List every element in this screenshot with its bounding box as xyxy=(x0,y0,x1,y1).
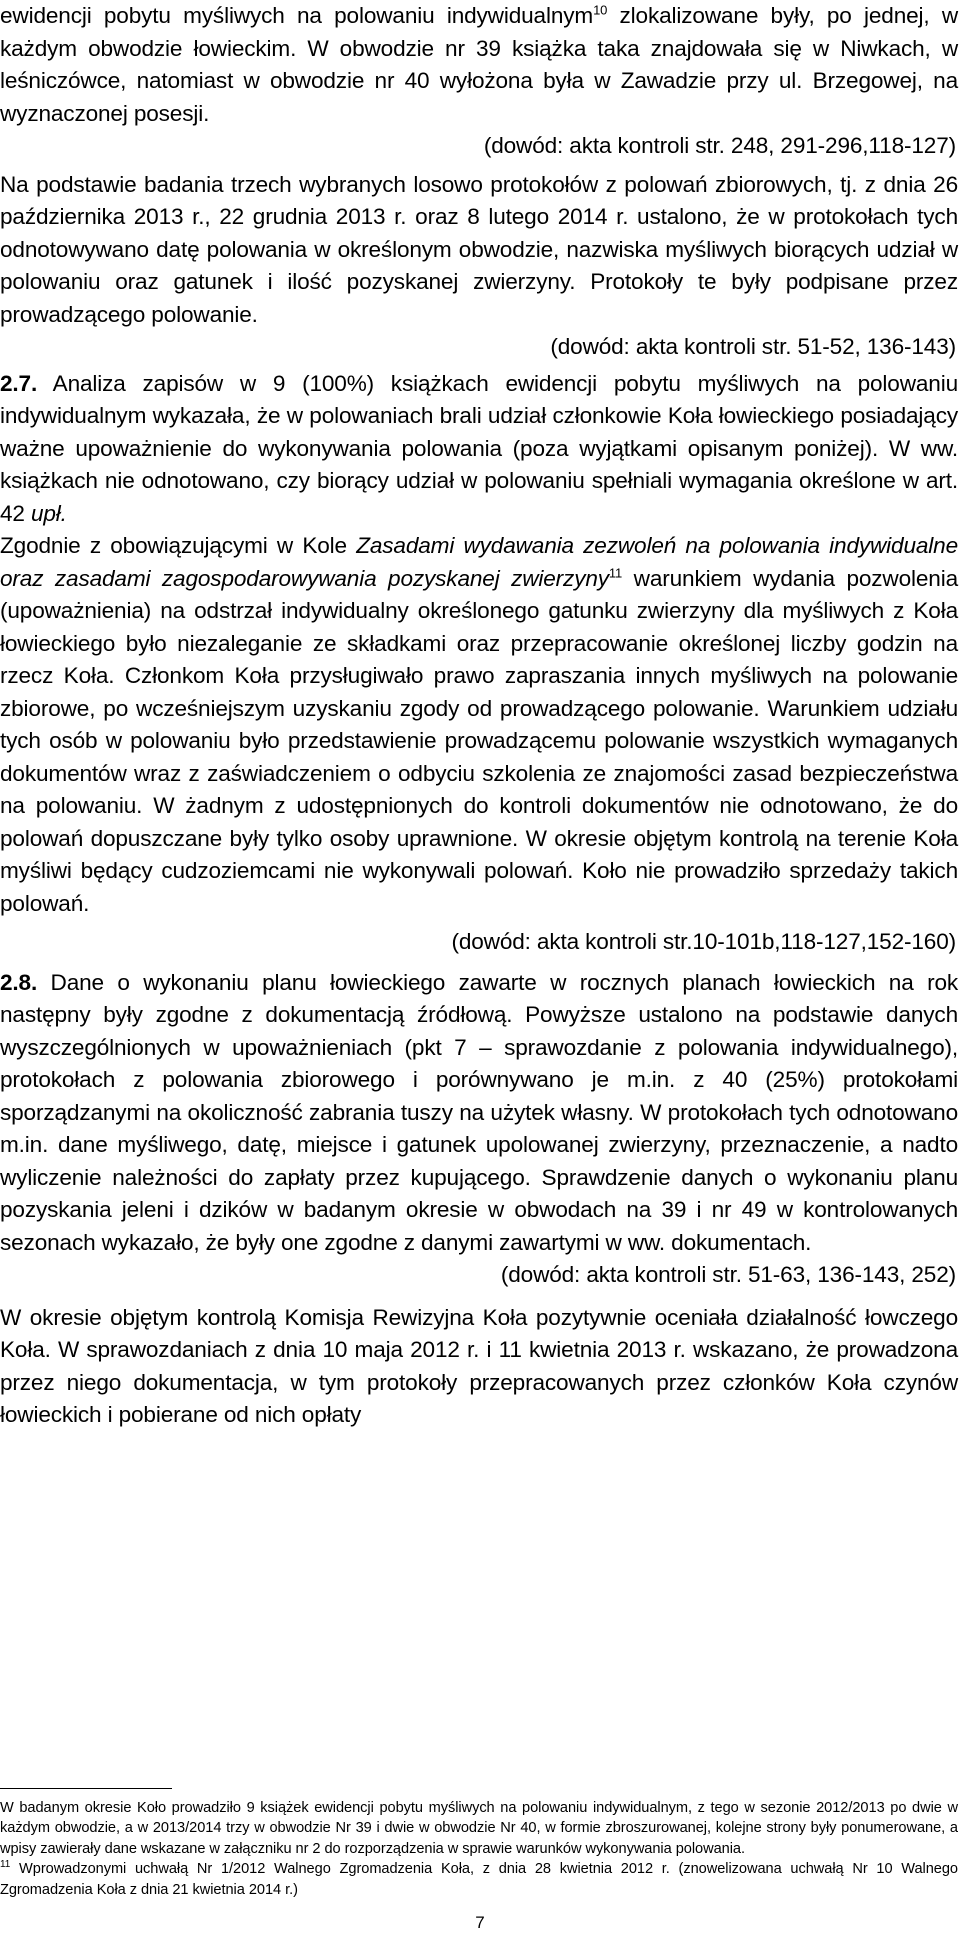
footnote-11 xyxy=(0,1859,958,1900)
footnote-ref-11[interactable]: 11 xyxy=(608,564,623,580)
evidence-reference: (dowód: akta kontroli str. 51-52, 136-143) xyxy=(550,334,956,359)
paragraph-text: ewidencji pobytu myśliwych na polowaniu indywidualnym xyxy=(0,3,594,28)
evidence-reference: (dowód: akta kontroli str.10-101b,118-127,152-160) xyxy=(451,929,956,954)
evidence-reference: (dowód: akta kontroli str. 51-63, 136-143, 252) xyxy=(500,1262,956,1287)
footnote-10: W badanym okresie Koło prowadziło 9 książek ewidencji pobytu myśliwych na polowaniu indywidualnym, z tego w sezonie 2012/2013 po dwie w każdym obwodzie, a w 2013/2014 trzy w obwodzie Nr 39 i dwie w obwodzie Nr 40, w formie zbroszurowanej, kolejne strony były ponumerowane, a wpisy zawierały dane wskazane w załączniku nr 2 do rozporządzenia w sprawie warunków wykonywania polowania. xyxy=(0,1800,958,1857)
evidence-reference: (dowód: akta kontroli str. 248, 291-296,118-127) xyxy=(483,133,956,158)
abbreviation: upł. xyxy=(30,500,67,526)
footnote-ref-10[interactable]: 10 xyxy=(593,2,608,18)
page-number: 7 xyxy=(475,1913,485,1932)
paragraph-text: zlokalizowane były, po jednej, w każdym obwodzie łowieckim. W obwodzie nr 39 książka taka znajdowała się w Niwkach, w leśniczówce, natomiast w obwodzie nr 40 wyłożona była w Zawadzie przy ul. Brzegowej, na wyznaczonej posesji. xyxy=(0,3,958,126)
footnote-separator xyxy=(0,1788,172,1789)
paragraph-text: Zgodnie z obowiązującymi w Kole xyxy=(0,533,357,558)
footnotes xyxy=(0,1798,958,1900)
paragraph-text: Dane o wykonaniu planu łowieckiego zawarte w rocznych planach łowieckich na rok następny były zgodne z dokumentacją źródłową. Powyższe ustalono na podstawie danych wyszczególnionych w upoważnieniach (pkt 7 – sprawozdanie z polowania indywidualnego), protokołach z polowania zbiorowego i porównywano je m.in. z 40 (25%) protokołami sporządzanymi na okoliczność zabrania tuszy na użytek własny. W protokołach tych odnotowano m.in. dane myśliwego, datę, miejsce i gatunek upolowanej zwierzyny, przeznaczenie, a nadto wyliczenie należności do zapłaty przez kupującego. Sprawdzenie danych o wykonaniu planu pozyskania jeleni i dzików w badanym okresie w obwodach na 39 i nr 49 w kontrolowanych sezonach wykazało, że były one zgodne z danymi zawartymi w ww. dokumentach. xyxy=(0,969,958,1255)
paragraph-book-locations xyxy=(0,0,958,130)
paragraph-text: Analiza zapisów w 9 (100%) książkach ewidencji pobytu myśliwych na polowaniu indywidualnym wykazała, że w polowaniach brali udział członkowie Koła łowieckiego posiadający ważne upoważnienie do wykonywania polowania (poza wyjątkami opisanym poniżej). W ww. książkach nie odnotowano, czy biorący udział w polowaniu spełniali wymagania określone w art. 42 xyxy=(0,370,958,526)
section-number: 2.8. xyxy=(0,969,38,995)
paragraph-protocols: Na podstawie badania trzech wybranych losowo protokołów z polowań zbiorowych, tj. z dnia 26 października 2013 r., 22 grudnia 2013 r. oraz 8 lutego 2014 r. ustalono, że w protokołach tych odnotowywano datę polowania w określonym obwodzie, nazwiska myśliwych biorących udział w polowaniu oraz gatunek i ilość pozyskanej zwierzyny. Protokoły te były podpisane przez prowadzącego polowanie. xyxy=(0,171,958,327)
paragraph-text: warunkiem wydania pozwolenia (upoważnienia) na odstrzał indywidualny określonego gatunku zwierzyny dla myśliwych z Koła łowieckiego było niezaleganie ze składkami oraz przepracowanie określonej liczby godzin na rzecz Koła. Członkom Koła przysługiwało prawo zapraszania innych myśliwych na polowanie zbiorowe, po wcześniejszym uzyskaniu zgody od prowadzącego polowanie. Warunkiem udziału tych osób w polowaniu było przedstawienie prowadzącemu polowanie wszystkich wymaganych dokumentów wraz z zaświadczeniem o odbyciu szkolenia ze znajomości zasad bezpieczeństwa na polowaniu. W żadnym z udostępnionych do kontroli dokumentów nie odnotowano, że do polowań dopuszczane były tylko osoby uprawnione. W okresie objętym kontrolą na terenie Koła myśliwi będący cudzoziemcami nie wykonywali polowań. Koło nie prowadziło sprzedaży takich polowań. xyxy=(0,565,958,916)
footnote-mark: 11 xyxy=(0,1859,11,1871)
footnote-text: Wprowadzonymi uchwałą Nr 1/2012 Walnego Zgromadzenia Koła, z dnia 28 kwietnia 2012 r. (znowelizowana uchwałą Nr 10 Walnego Zgromadzenia Koła z dnia 21 kwietnia 2014 r.) xyxy=(0,1861,958,1898)
section-2-7 xyxy=(0,368,958,531)
section-2-8 xyxy=(0,967,958,1260)
document-title: Zasadami wydawania zezwoleń na polowania indywidualne oraz zasadami zagospodarowywania pozyskanej zwierzyny xyxy=(0,533,958,591)
section-number: 2.7. xyxy=(0,370,38,396)
paragraph-audit-committee: W okresie objętym kontrolą Komisja Rewizyjna Koła pozytywnie oceniała działalność łowczego Koła. W sprawozdaniach z dnia 10 maja 2012 r. i 11 kwietnia 2013 r. wskazano, że prowadzona przez niego dokumentacja, w tym protokoły przepracowanych przez członków Koła czynów łowieckich i pobierane od nich opłaty xyxy=(0,1304,958,1427)
paragraph-rules xyxy=(0,530,958,920)
